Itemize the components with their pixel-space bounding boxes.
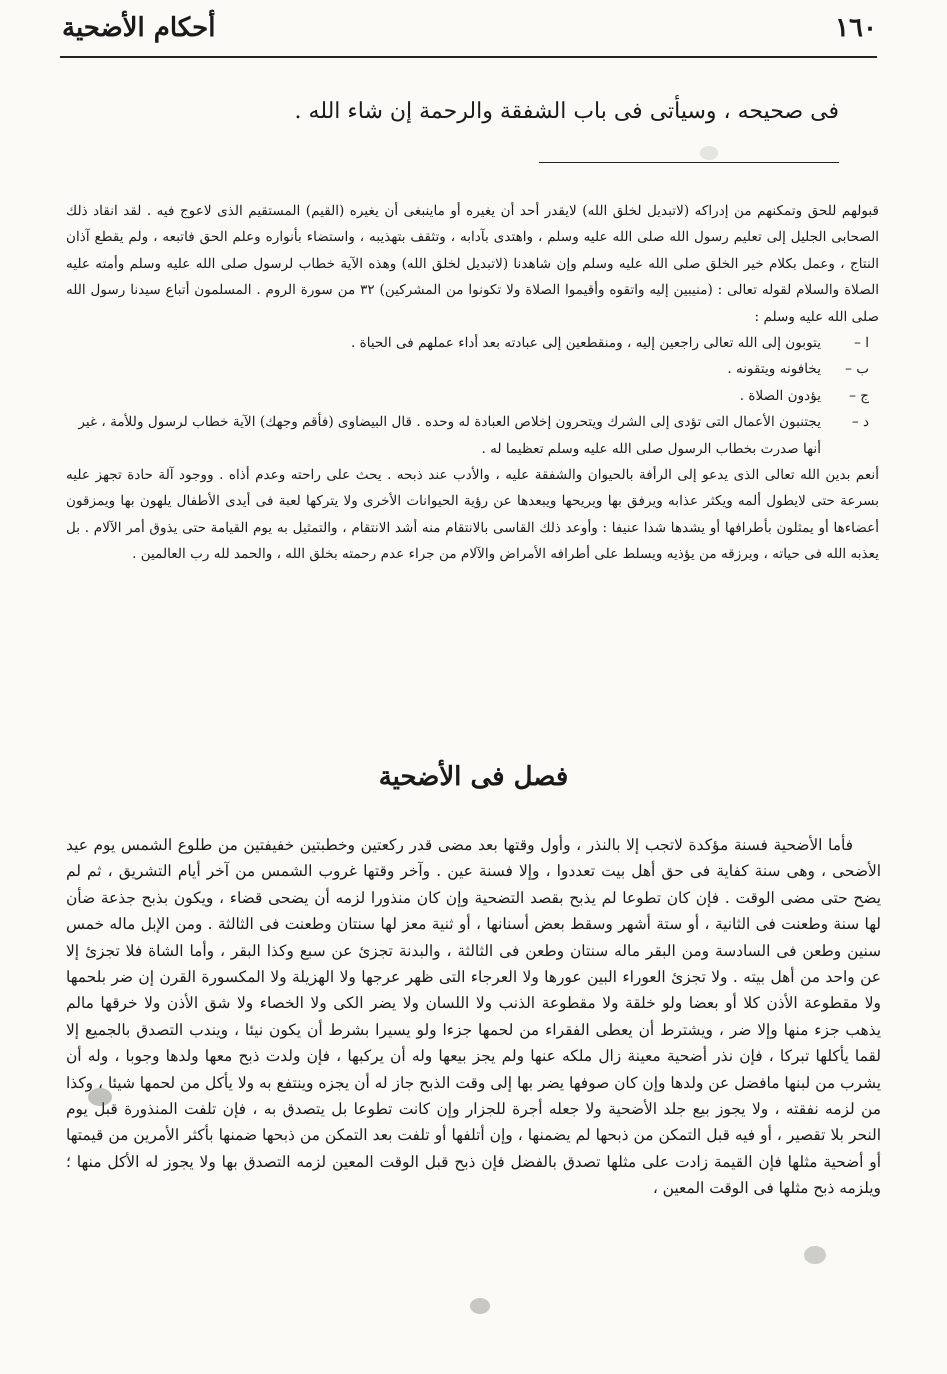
scan-smudge bbox=[804, 1246, 826, 1264]
scan-smudge bbox=[470, 1298, 490, 1314]
commentary-paragraph: أنعم بدين الله تعالى الذى يدعو إلى الرأفة بالحيوان والشفقة عليه ، والأدب عند ذبحه . يحث على راحته وعدم أذاه . ووجود آلة حادة تجهز عليه بسرعة حتى لايطول ألمه ويكثر عذابه ويرفق بها ويريحها ويبعدها عن رؤية الحيوانات الأخرى ولا يتركها لعبة فى أيدى الأطفال يلهون بها ويمزقون أعضاءها أو يمثلون بأطرافها أو يشدها شدا عنيفا : وأوعد ذلك القاسى بالانتقام منه أشد الانتقام ، والتمثيل به يوم القيامة حتى يذوق أمر الآلام . بل يعذبه الله فى حياته ، ويرزقه من يؤذيه ويسلط على أطرافه الأمراض والآلام من جراء عدم رحمته بخلق الله ، والحمد لله رب العالمين . bbox=[66, 467, 879, 563]
body-paragraph: فأما الأضحية فسنة مؤكدة لاتجب إلا بالنذر ، وأول وقتها بعد مضى قدر ركعتين وخطبتين خفيفتين من طلوع الشمس يوم عيد الأضحى ، وهى سنة كفاية فى حق أهل بيت تعددوا ، وإلا فسنة عين . وآخر وقتها غروب الشمس من آخر أيام التشريق ، ثم لم يضح حتى مضى الوقت . فإن كان تطوعا لم يذبح بقصد التضحية وإن كان منذورا لزمه أن يضحى قضاء ، ويكون بذبح جذعة ضأن لها سنة وطعنت فى الثانية ، أو ستة أشهر وسقط بعض أسنانها ، أو ثنية معز لها سنتان وطعنت فى الثالثة . ومن الإبل ماله خمس سنين وطعن فى السادسة ومن البقر ماله سنتان وطعن فى الثالثة ، والبدنة تجزئ عن سبع وكذا البقر ، وأما الشاة فلا تجزئ إلا عن واحد من أهل بيته . ولا تجزئ العوراء البين عورها ولا العرجاء التى ظهر عرجها ولا الهزيلة ولا المكسورة القرن إن ضر بلحمها ولا مقطوعة الأذن كلا أو بعضا ولو خلقة ولا مقطوعة الذنب ولا اللسان ولا يضر الكى ولا الخصاء ولا شق الأذن ولا خرقها مالم يذهب جزء منها وإلا ضر ، ويشترط أن يعطى الفقراء من لحمها جزءا ولو يسيرا بشرط أن يكون نيئا ، ويندب التصدق بالجميع إلا لقما يأكلها تبركا ، فإن نذر أضحية معينة زال ملكه عنها ولم يجز بيعها وله أن يركبها ، فإن ولدت ذبح معها ولدها وجوبا ، وله أن يشرب من لبنها مافضل عن ولدها وإن كان صوفها يضر بها إلى وقت الذبح جاز له أن يجزه وينتفع به ولا يأكل من لحمها شيئا ، وكذا من لزمه نفقته ، ولا يجوز بيع جلد الأضحية ولا جعله أجرة للجزار وإن كانت تطوعا بل يتصدق به ، فإن تلفت المنذورة قبل يوم النحر بلا تقصير ، أو فيه قبل التمكن من ذبحها لم يضمنها ، وإن أتلفها أو تلفت بعد التمكن من ذبحها ضمنها بأكثر الأمرين من قيمتها أو أضحية مثلها فإن القيمة زادت على مثلها تصدق بالفضل فإن ذبح قبل الوقت المعين لزمه التصدق بها ولا يجوز له الأكل منها ؛ ويلزمه ذبح مثلها فى الوقت المعين ، bbox=[66, 836, 881, 1198]
main-text-line: فى صحيحه ، وسيأتى فى باب الشفقة والرحمة إن شاء الله . bbox=[294, 99, 839, 124]
commentary-list-item bbox=[66, 356, 879, 382]
running-title: أحكام الأضحية bbox=[62, 13, 216, 43]
list-marker: ب – bbox=[845, 361, 869, 378]
commentary-block bbox=[66, 198, 879, 568]
section-heading: فصل فى الأضحية bbox=[378, 762, 569, 792]
list-marker: ج – bbox=[849, 387, 869, 404]
scan-smudge bbox=[700, 146, 718, 160]
body-text-block bbox=[66, 832, 881, 1202]
list-marker: د – bbox=[851, 414, 869, 431]
list-item-text: يخافونه ويتقونه . bbox=[727, 361, 821, 378]
list-item-text: يتوبون إلى الله تعالى راجعين إليه ، ومنقطعين إلى عبادته بعد أداء عملهم فى الحياة . bbox=[350, 335, 821, 352]
running-header bbox=[62, 8, 877, 48]
header-rule bbox=[60, 56, 877, 58]
list-item-text: يؤدون الصلاة . bbox=[739, 387, 821, 404]
commentary-list bbox=[66, 330, 879, 462]
list-marker: ا – bbox=[854, 335, 869, 352]
footnote-separator bbox=[539, 162, 839, 163]
commentary-list-item bbox=[66, 330, 879, 356]
commentary-paragraph: قبولهم للحق وتمكنهم من إدراكه (لاتبديل لخلق الله) لايقدر أحد أن يغيره أو ماينبغى أن يغيره (القيم) المستقيم الذى لاعوج فيه . لقد انقاد ذلك الصحابى الجليل إلى تعليم رسول الله صلى الله عليه وسلم ، واهتدى بآدابه ، وتثقف بتهذيبه ، واستضاء بأنواره وعلم الحق فاتبعه ، ولم يقطع آذان النتاج ، وعمل بكلام خير الخلق صلى الله عليه وسلم وإن شاهدنا (لاتبديل لخلق الله) وهذه الآية خطاب لرسول صلى الله عليه وسلم وأمته عليه الصلاة والسلام لقوله تعالى : (منيبين إليه واتقوه وأقيموا الصلاة ولا تكونوا من المشركين) ٣٢ من سورة الروم . المسلمون أتباع سيدنا رسول الله صلى الله عليه وسلم : bbox=[66, 203, 880, 325]
list-item-text: يجتنبون الأعمال التى تؤدى إلى الشرك ويتحرون إخلاص العبادة له وحده . قال البيضاوى (فأقم وجهك) الآية خطاب لرسول وللأمة ، غير أنها صدرت بخطاب الرسول صلى الله عليه وسلم تعظيما له . bbox=[78, 414, 821, 457]
commentary-list-item bbox=[66, 409, 879, 462]
commentary-list-item bbox=[66, 383, 879, 409]
scan-smudge bbox=[88, 1088, 112, 1106]
page-number: ١٦٠ bbox=[835, 13, 877, 43]
